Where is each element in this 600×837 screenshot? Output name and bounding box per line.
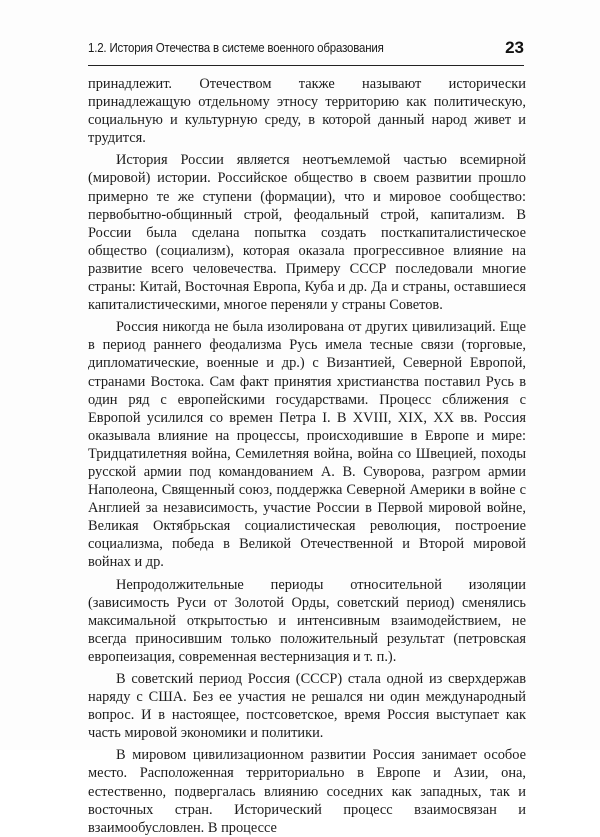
paragraph: Россия никогда не была изолирована от других цивилизаций. Еще в период раннего феодализма Русь имела тесные связи (торговые, дипломатические, военные и др.) с Византией, Северной Европой, странами Востока. Сам факт принятия христианства поставил Русь в один ряд с европейскими государствами. Процесс сближения с Европой усилился со времен Петра I. В XVIII, XIX, XX вв. Россия оказывала влияние на процессы, происходившие в Европе и мире: Тридцатилетняя война, Семилетняя война, война со Швецией, походы русской армии под командованием А. В. Суворова, разгром армии Наполеона, Священный союз, поддержка Северной Америки в войне с Англией за независимость, участие России в Первой мировой войне, Великая Октябрьская социалистическая революция, построение социализма, победа в Великой Отечественной и Второй мировой войнах и др. [88,319,526,571]
paragraph: В мировом цивилизационном развитии Россия занимает особое место. Расположенная территориально в Европе и Азии, она, естественно, подвергалась влиянию соседних как западных, так и восточных стран. Исторический процесс взаимосвязан и взаимообусловлен. В процессе [88,747,526,836]
running-header [88,38,524,62]
paragraph: принадлежит. Отечеством также называют исторически принадлежащую отдельному этносу территорию как политическую, социальную и культурную среду, в которой данный народ живет и трудится. [88,76,526,147]
body-text [88,75,526,837]
paragraph: В советский период Россия (СССР) стала одной из сверхдержав наряду с США. Без ее участия не решался ни один международный вопрос. И в настоящее, постсоветское, время Россия выступает как часть мировой экономики и политики. [88,671,526,742]
paragraph: История России является неотъемлемой частью всемирной (мировой) истории. Российское общество в своем развитии прошло примерно те же ступени (формации), что и мировое сообщество: первобытно-общинный строй, феодальный строй, капитализм. В России была сделана попытка создать посткапиталистическое общество (социализм), которая оказала прогрессивное влияние на развитие всего человечества. Примеру СССР последовали многие страны: Китай, Восточная Европа, Куба и др. Да и страны, оставшиеся капиталистическими, многое переняли у страны Советов. [88,152,526,314]
page-number: 23 [505,38,524,57]
section-title: 1.2. История Отечества в системе военного образования [88,41,384,55]
paragraph: Непродолжительные периоды относительной изоляции (зависимость Руси от Золотой Орды, советский период) сменялись максимальной открытостью и интенсивным взаимодействием, не всегда приносившим только положительный результат (петровская европеизация, современная вестернизация и т. п.). [88,576,526,665]
header-rule [88,65,524,66]
